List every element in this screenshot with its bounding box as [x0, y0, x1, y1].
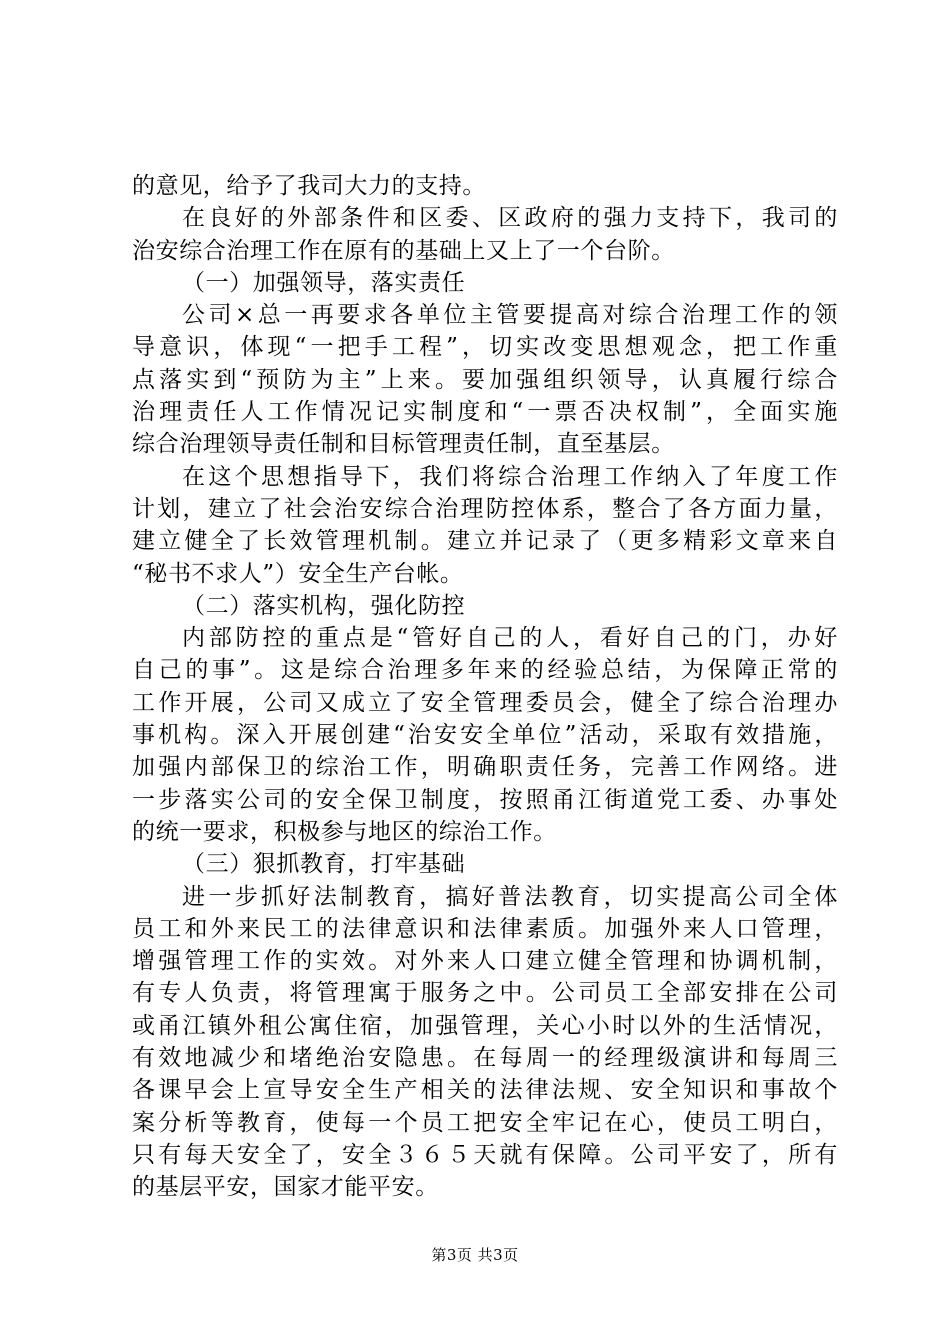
document-body: [132, 170, 838, 1204]
text-line: 增强管理工作的实效。对外来人口建立健全管理和协调机制，: [132, 948, 838, 975]
text-line: 内部防控的重点是“管好自己的人，看好自己的门，办好: [182, 625, 838, 652]
text-line: （一）加强领导，落实责任: [182, 269, 466, 296]
text-line: 导意识，体现“一把手工程”，切实改变思想观念，把工作重: [132, 334, 838, 361]
text-line: 案分析等教育，使每一个员工把安全牢记在心，使员工明白，: [132, 1109, 838, 1136]
text-line: 员工和外来民工的法律意识和法律素质。加强外来人口管理，: [132, 915, 838, 942]
text-line: 只有每天安全了，安全３６５天就有保障。公司平安了，所有: [132, 1141, 838, 1168]
page-footer: 第3页 共3页: [431, 1246, 519, 1264]
text-line: 或甬江镇外租公寓住宿，加强管理，关心小时以外的生活情况，: [132, 1012, 838, 1039]
text-line: 的基层平安，国家才能平安。: [132, 1174, 439, 1201]
text-line: 计划，建立了社会治安综合治理防控体系，整合了各方面力量，: [132, 495, 838, 522]
text-line: 自己的事”。这是综合治理多年来的经验总结，为保障正常的: [132, 657, 838, 684]
text-line: 加强内部保卫的综治工作，明确职责任务，完善工作网络。进: [132, 754, 838, 781]
text-line: 治理责任人工作情况记实制度和“一票否决权制”，全面实施: [132, 399, 838, 426]
text-line: 一步落实公司的安全保卫制度，按照甬江街道党工委、办事处: [132, 786, 838, 813]
text-line: 事机构。深入开展创建“治安安全单位”活动，采取有效措施，: [132, 722, 838, 749]
text-line: “秘书不求人”）安全生产台帐。: [132, 560, 464, 587]
text-line: 在良好的外部条件和区委、区政府的强力支持下，我司的: [182, 205, 838, 232]
text-line: 的意见，给予了我司大力的支持。: [132, 173, 486, 199]
text-line: 公司×总一再要求各单位主管要提高对综合治理工作的领: [182, 302, 838, 329]
text-line: 综合治理领导责任制和目标管理责任制，直至基层。: [132, 431, 675, 458]
text-line: 点落实到“预防为主”上来。要加强组织领导，认真履行综合: [132, 366, 838, 393]
text-line: 建立健全了长效管理机制。建立并记录了（更多精彩文章来自: [132, 528, 838, 555]
text-line: 治安综合治理工作在原有的基础上又上了一个台阶。: [132, 237, 675, 264]
text-line: 进一步抓好法制教育，搞好普法教育，切实提高公司全体: [182, 883, 838, 910]
text-line: 各课早会上宣导安全生产相关的法律法规、安全知识和事故个: [132, 1077, 838, 1104]
text-line: 的统一要求，积极参与地区的综治工作。: [132, 818, 557, 845]
text-line: 有专人负责，将管理寓于服务之中。公司员工全部安排在公司: [132, 980, 838, 1007]
text-line: （三）狠抓教育，打牢基础: [182, 851, 466, 878]
text-line: 有效地减少和堵绝治安隐患。在每周一的经理级演讲和每周三: [132, 1045, 838, 1072]
text-line: 在这个思想指导下，我们将综合治理工作纳入了年度工作: [182, 463, 838, 490]
text-line: （二）落实机构，强化防控: [182, 592, 466, 619]
text-line: 工作开展，公司又成立了安全管理委员会，健全了综合治理办: [132, 689, 838, 716]
